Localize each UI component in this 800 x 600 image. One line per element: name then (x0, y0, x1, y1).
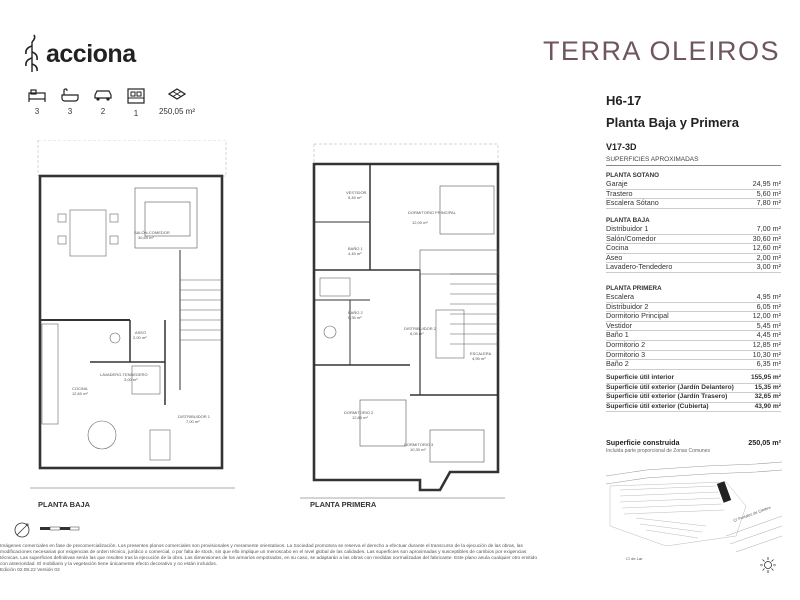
room-dormitorio-principal: DORMITORIO PRINCIPAL (408, 210, 456, 215)
svg-text:12,85 m²: 12,85 m² (352, 415, 368, 420)
unit-location-marker (717, 481, 731, 503)
scale-bar-icon (40, 525, 80, 533)
unit-variant: V17-3D (606, 142, 637, 152)
table-row: Dormitorio 3 10,30 m² (606, 349, 781, 359)
section-sotano: PLANTA SOTANO Garaje 24,95 m² Trastero 5,60 m² Escalera Sótano 7,80 m² (606, 172, 781, 208)
svg-text:5,45 m²: 5,45 m² (348, 195, 362, 200)
svg-text:12,00 m²: 12,00 m² (412, 220, 428, 225)
table-row: Aseo 2,00 m² (606, 252, 781, 262)
feature-bathrooms: 3 (55, 88, 85, 116)
built-surface: Superficie construida 250,05 m² (606, 438, 781, 447)
svg-text:12,60 m²: 12,60 m² (72, 391, 88, 396)
sun-orientation-icon (760, 557, 776, 573)
feature-bedrooms: 3 (22, 88, 52, 116)
svg-text:4,45 m²: 4,45 m² (348, 251, 362, 256)
table-row: Distribuidor 1 7,00 m² (606, 224, 781, 233)
table-row: Distribuidor 2 6,05 m² (606, 301, 781, 311)
legal-disclaimer: Imágenes comerciales en fase de precomercialización. Los presentes planos comerciales son provisionales y meramente orientativos. La Sociedad promotora se reserva el derecho a efectuar durante el transcurso de la ejecución de las obras, las modificaciones necesarias por exigencias de orden técnico, jurídico o comercial, o por falta de stock, sin que ello implique un menoscabo en el nivel global de las calidades. Las superficies son aproximadas y susceptibles de cambios por exigencias técnicas. Las superficies definitivas serán las que resulten tras la ejecución de la obra. Las dimensiones de los armarios empotrados, en su caso, se adaptarán a las obras con medidas normalizadas del fabricante. Este plano anula cualquier otro emitido con anterioridad. El mobiliario y la vegetación tiene únicamente efecto decorativo y no están incluidos. Edición 02.08.22 Versión 02 (0, 544, 538, 573)
svg-text:6,35 m²: 6,35 m² (348, 315, 362, 320)
acciona-logo (22, 34, 136, 76)
table-row: Baño 1 4,45 m² (606, 330, 781, 340)
room-salon: SALÓN-COMEDOR (134, 230, 170, 235)
first-floor-plan (300, 140, 505, 500)
table-row: Salón/Comedor 30,60 m² (606, 233, 781, 243)
svg-text:6,05 m²: 6,05 m² (410, 331, 424, 336)
table-row: Escalera Sótano 7,80 m² (606, 198, 781, 208)
car-icon (93, 88, 113, 102)
table-row: Trastero 5,60 m² (606, 188, 781, 198)
area-icon (168, 88, 186, 102)
room-distribuidor-2: DISTRIBUIDOR 2 (404, 326, 437, 331)
storage-icon (127, 88, 145, 104)
room-escalera: ESCALERA (470, 351, 492, 356)
totals (606, 374, 781, 412)
street-label-1: C/ de Lar (626, 556, 643, 561)
feature-parking: 2 (88, 88, 118, 116)
table-row: Superficie útil exterior (Jardín Delantero) 15,35 m² (606, 384, 781, 394)
section-baja: PLANTA BAJA Distribuidor 1 7,00 m² Salón/Comedor 30,60 m² Cocina 12,60 m² Aseo 2,00 m² Lavadero-Tendedero 3,00 m² (606, 217, 781, 272)
room-lavadero: LAVADERO-TENDEDERO (100, 372, 148, 377)
compass-icon (12, 520, 32, 540)
table-row: Lavadero-Tendedero 3,00 m² (606, 262, 781, 272)
bathtub-icon (61, 88, 79, 102)
table-row: Superficie útil exterior (Jardín Trasero) 32,65 m² (606, 393, 781, 403)
unit-code: H6-17 (606, 93, 642, 108)
leaf-logo-icon (22, 34, 42, 74)
table-row: Garaje 24,95 m² (606, 179, 781, 188)
room-dormitorio-3: DORMITORIO 3 (404, 442, 434, 447)
built-note: Incluida parte proporcional de Zonas Comunes (606, 448, 710, 454)
room-vestidor: VESTIDOR (346, 190, 367, 195)
first-floor-label: PLANTA PRIMERA (310, 500, 377, 509)
table-row: Escalera 4,95 m² (606, 292, 781, 301)
logo-text: acciona (46, 40, 136, 68)
table-row: Superficie útil interior 155,95 m² (606, 374, 781, 384)
location-map (606, 456, 782, 576)
room-aseo: ASEO (135, 330, 147, 335)
room-dormitorio-2: DORMITORIO 2 (344, 410, 374, 415)
table-row: Baño 2 6,35 m² (606, 359, 781, 369)
room-bano-2: BAÑO 2 (348, 310, 363, 315)
feature-storage: 1 (121, 88, 151, 118)
unit-title: Planta Baja y Primera (606, 115, 739, 130)
table-row: Vestidor 5,45 m² (606, 320, 781, 330)
bed-icon (28, 88, 46, 102)
svg-text:7,00 m²: 7,00 m² (186, 419, 200, 424)
table-row: Dormitorio 2 12,85 m² (606, 339, 781, 349)
brand-title: TERRA OLEIROS (542, 36, 780, 66)
table-row: Dormitorio Principal 12,00 m² (606, 311, 781, 321)
svg-text:4,95 m²: 4,95 m² (472, 356, 486, 361)
svg-text:3,00 m²: 3,00 m² (124, 377, 138, 382)
ground-floor-plan (30, 140, 235, 500)
room-cocina: COCINA (72, 386, 88, 391)
svg-text:2,00 m²: 2,00 m² (133, 335, 147, 340)
svg-text:10,30 m²: 10,30 m² (410, 447, 426, 452)
room-bano-1: BAÑO 1 (348, 246, 363, 251)
table-row: Cocina 12,60 m² (606, 243, 781, 253)
svg-text:30,60 m²: 30,60 m² (138, 235, 154, 240)
feature-area: 250,05 m² (154, 88, 200, 116)
table-row: Superficie útil exterior (Cubierta) 43,90 m² (606, 403, 781, 413)
ground-floor-label: PLANTA BAJA (38, 500, 91, 509)
section-primera: PLANTA PRIMERA Escalera 4,95 m² Distribuidor 2 6,05 m² Dormitorio Principal 12,00 m² Vestidor 5,45 m² Baño 1 4,45 m² Dormitorio 2 12,85 m² Dormitorio 3 10,30 m² Baño 2 6,35 m² (606, 285, 781, 369)
surfaces-heading: SUPERFICIES APROXIMADAS (606, 156, 781, 166)
street-label-2: C/ Portales de Cimbre (732, 504, 772, 523)
room-distribuidor-1: DISTRIBUIDOR 1 (178, 414, 211, 419)
